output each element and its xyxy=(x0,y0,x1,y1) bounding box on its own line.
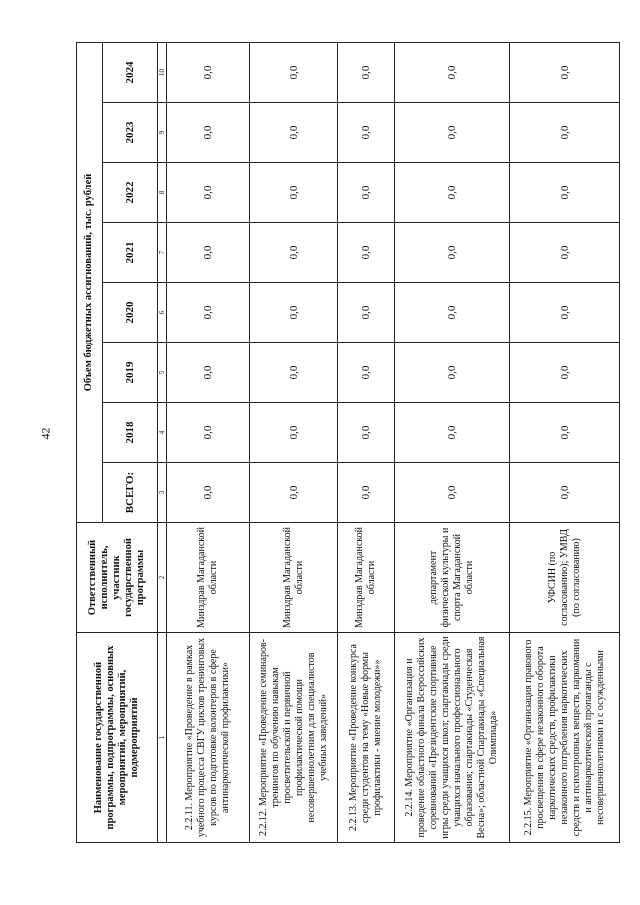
value-2020: 0,0 xyxy=(250,283,338,343)
table-row xyxy=(250,42,338,842)
value-total: 0,0 xyxy=(250,463,338,523)
value-2019: 0,0 xyxy=(250,343,338,403)
value-2018: 0,0 xyxy=(395,403,510,463)
col-year-2019: 2019 xyxy=(103,343,158,403)
col-year-2022: 2022 xyxy=(103,163,158,223)
value-total: 0,0 xyxy=(167,463,250,523)
col-year-2024: 2024 xyxy=(103,42,158,102)
col-budget-header: Объем бюджетных ассигнований, тыс. рублей xyxy=(77,42,103,522)
responsible-party: Минздрав Магаданской области xyxy=(338,523,395,633)
value-2021: 0,0 xyxy=(338,223,395,283)
measure-name: 2.2.12. Мероприятие «Проведение семинаров-тренингов по обучению навыкам просветительской и первичной профилактической помощи несовершеннолетним для специалистов учебных заведений» xyxy=(250,633,338,843)
value-2018: 0,0 xyxy=(167,403,250,463)
col-index: 1 xyxy=(158,633,167,843)
value-2018: 0,0 xyxy=(510,403,620,463)
col-index: 7 xyxy=(158,223,167,283)
col-year-2021: 2021 xyxy=(103,223,158,283)
value-total: 0,0 xyxy=(510,463,620,523)
index-row xyxy=(158,42,167,842)
value-2020: 0,0 xyxy=(338,283,395,343)
measure-name: 2.2.14. Мероприятие «Организация и проведение областного финала Всероссийских соревнований «Президентские спортивные игры среди учащихся школ; спартакиады среди учащихся начального профессионального образования; спартакиады «Студенческая Весна»; областной Спартакиады «Специальная Олимпиада» xyxy=(395,633,510,843)
col-index: 2 xyxy=(158,523,167,633)
value-2022: 0,0 xyxy=(167,163,250,223)
value-2024: 0,0 xyxy=(167,42,250,102)
col-index: 10 xyxy=(158,42,167,102)
table-row xyxy=(395,42,510,842)
value-2022: 0,0 xyxy=(338,163,395,223)
value-2019: 0,0 xyxy=(510,343,620,403)
value-2018: 0,0 xyxy=(250,403,338,463)
col-index: 6 xyxy=(158,283,167,343)
value-2022: 0,0 xyxy=(510,163,620,223)
value-2023: 0,0 xyxy=(395,103,510,163)
col-year-2020: 2020 xyxy=(103,283,158,343)
value-total: 0,0 xyxy=(338,463,395,523)
col-name-header: Наименование государственной программы, подпрограммы, основных мероприятий, мероприятий, подмероприятий xyxy=(77,633,158,843)
value-2023: 0,0 xyxy=(250,103,338,163)
col-index: 3 xyxy=(158,463,167,523)
value-2021: 0,0 xyxy=(395,223,510,283)
page-number: 42 xyxy=(38,427,53,440)
measure-name: 2.2.11. Мероприятие «Проведение в рамках учебного процесса СВГУ циклов тренинговых курсов по подготовке волонтеров в сфере антинаркотической профилактики» xyxy=(167,633,250,843)
col-responsible-header: Ответственный исполнитель, участник государственной программы xyxy=(77,523,158,633)
value-2023: 0,0 xyxy=(510,103,620,163)
budget-table-rotated xyxy=(76,43,606,843)
value-2024: 0,0 xyxy=(250,42,338,102)
responsible-party: Минздрав Магаданской области xyxy=(250,523,338,633)
value-2021: 0,0 xyxy=(510,223,620,283)
budget-table xyxy=(76,42,620,843)
col-year-2023: 2023 xyxy=(103,103,158,163)
col-index: 4 xyxy=(158,403,167,463)
value-2021: 0,0 xyxy=(250,223,338,283)
table-row xyxy=(338,42,395,842)
value-2024: 0,0 xyxy=(395,42,510,102)
value-2020: 0,0 xyxy=(395,283,510,343)
value-total: 0,0 xyxy=(395,463,510,523)
value-2021: 0,0 xyxy=(167,223,250,283)
responsible-party: Минздрав Магаданской области xyxy=(167,523,250,633)
value-2019: 0,0 xyxy=(395,343,510,403)
col-index: 8 xyxy=(158,163,167,223)
value-2024: 0,0 xyxy=(338,42,395,102)
value-2018: 0,0 xyxy=(338,403,395,463)
measure-name: 2.2.15. Мероприятие «Организация правового просвещения в сфере незаконного оборота наркотических средств, профилактики незаконного потребления наркотических средств и психотропных веществ, наркомании и антинаркотической пропаганды с несовершеннолетними и с осужденными xyxy=(510,633,620,843)
value-2020: 0,0 xyxy=(167,283,250,343)
value-2022: 0,0 xyxy=(250,163,338,223)
responsible-party: департамент физической культуры и спорта Магаданской области xyxy=(395,523,510,633)
header-row-1 xyxy=(77,42,103,842)
col-year-2018: 2018 xyxy=(103,403,158,463)
table-row xyxy=(167,42,250,842)
value-2024: 0,0 xyxy=(510,42,620,102)
measure-name: 2.2.13. Мероприятие «Проведение конкурса среди студентов на тему «Новые формы профилактики - мнение молодежи»» xyxy=(338,633,395,843)
value-2019: 0,0 xyxy=(167,343,250,403)
col-index: 9 xyxy=(158,103,167,163)
value-2022: 0,0 xyxy=(395,163,510,223)
value-2023: 0,0 xyxy=(167,103,250,163)
value-2023: 0,0 xyxy=(338,103,395,163)
col-index: 5 xyxy=(158,343,167,403)
col-total-header: ВСЕГО: xyxy=(103,463,158,523)
responsible-party: УФСИН (по согласованию); УМВД (по согласованию) xyxy=(510,523,620,633)
value-2020: 0,0 xyxy=(510,283,620,343)
table-row xyxy=(510,42,620,842)
value-2019: 0,0 xyxy=(338,343,395,403)
